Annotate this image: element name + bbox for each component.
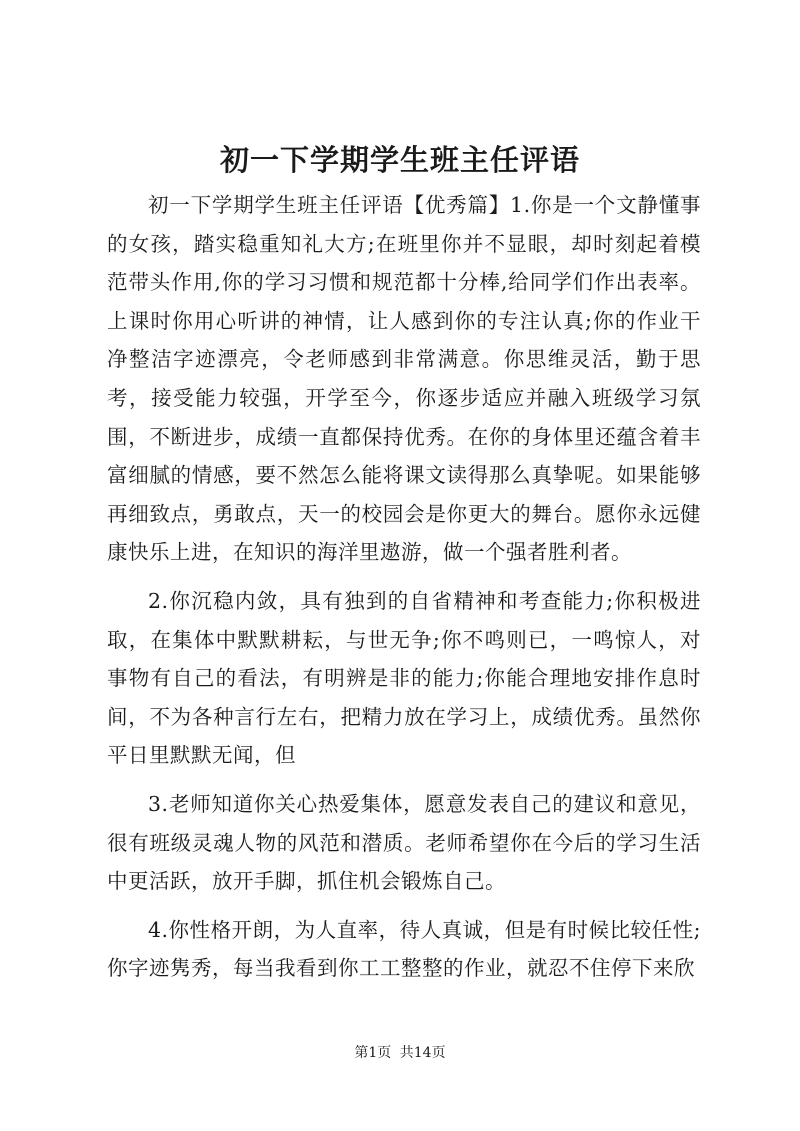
- document-title: 初一下学期学生班主任评语: [219, 143, 580, 177]
- paragraph-2: 2.你沉稳内敛，具有独到的自省精神和考查能力;你积极进取，在集体中默默耕耘，与世无争;你不鸣则已，一鸣惊人，对事物有自己的看法，有明辨是非的能力;你能合理地安排作息时间，不为各种言行左右，把精力放在学习上，成绩优秀。虽然你平日里默默无闻，但: [107, 588, 701, 768]
- page-footer: [0, 1043, 800, 1063]
- paragraph-1: 初一下学期学生班主任评语【优秀篇】1.你是一个文静懂事的女孩，踏实稳重知礼大方;在班里你并不显眼，却时刻起着模范带头作用,你的学习习惯和规范都十分棒,给同学们作出表率。上课时你用心听讲的神情，让人感到你的专注认真;你的作业干净整洁字迹漂亮，令老师感到非常满意。你思维灵活，勤于思考，接受能力较强，开学至今，你逐步适应并融入班级学习氛围，不断进步，成绩一直都保持优秀。在你的身体里还蕴含着丰富细腻的情感，要不然怎么能将课文读得那么真挚呢。如果能够再细致点，勇敢点，天一的校园会是你更大的舞台。愿你永远健康快乐上进，在知识的海洋里遨游，做一个强者胜利者。: [107, 193, 701, 565]
- document-body: [107, 186, 701, 998]
- page-total: 共14页: [399, 1045, 446, 1061]
- page-number: 第1页: [354, 1045, 392, 1061]
- paragraph-3: 3.老师知道你关心热爱集体，愿意发表自己的建议和意见，很有班级灵魂人物的风范和潜质。老师希望你在今后的学习生活中更活跃，放开手脚，抓住机会锻炼自己。: [107, 791, 701, 894]
- paragraph-4: 4.你性格开朗，为人直率，待人真诚，但是有时候比较任性;你字迹隽秀，每当我看到你工工整整的作业，就忍不住停下来欣: [107, 917, 701, 981]
